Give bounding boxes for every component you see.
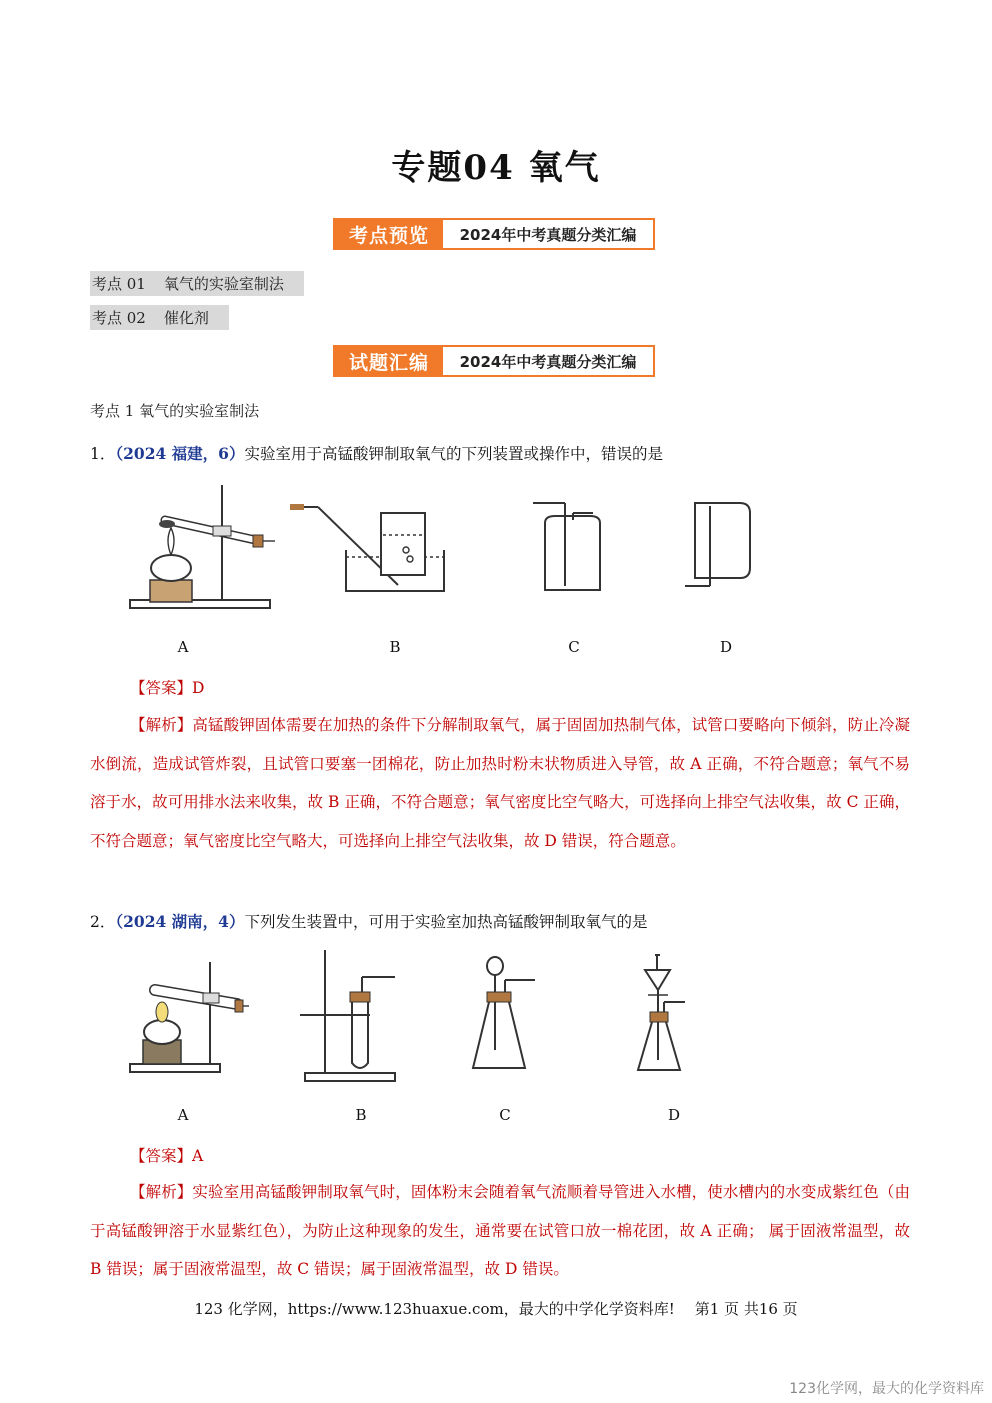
apparatus-downward-air-icon — [680, 498, 760, 598]
banner-preview-text: 2024年中考真题分类汇编 — [459, 225, 637, 244]
option-label: B — [389, 638, 401, 656]
apparatus-water-collection-icon — [288, 495, 448, 600]
explanation: 【解析】高锰酸钾固体需要在加热的条件下分解制取氧气，属于固固加热制气体，试管口要略向下倾斜，防止冷凝水倒流，造成试管炸裂，且试管口要塞一团棉花，防止加热时粉末状物质进入导管，故 A 正确，不符合题意；氧气不易溶于水，故可用排水法来收集，故 B 正确，不符合题意；氧气密度比空气略大，可选择向上排空气法收集，故 C 正确，不符合题意；氧气密度比空气略大，可选择向上排空气法收集，故 D 错误，符合题意。 — [90, 716, 910, 850]
question-source: （2024 福建，6） — [115, 444, 245, 463]
apparatus-upward-air-icon — [525, 498, 605, 598]
question-text: 下列发生装置中，可用于实验室加热高锰酸钾制取氧气的是 — [244, 913, 648, 931]
question-2-stem — [90, 910, 647, 932]
apparatus-b-test-tube-icon — [300, 945, 410, 1085]
kaodian-item[interactable] — [90, 305, 229, 330]
kaodian-name: 氧气的实验室制法 — [163, 275, 284, 293]
apparatus-c-flask-funnel-icon — [465, 950, 545, 1075]
banner-preview — [333, 218, 655, 250]
option-label: D — [719, 638, 733, 656]
apparatus-heating-tube-icon — [125, 480, 285, 615]
option-label: A — [177, 1106, 189, 1124]
banner-questions — [333, 345, 655, 377]
kaodian-num: 考点 01 — [92, 275, 146, 293]
banner-preview-tag: 考点预览 — [335, 220, 443, 248]
question-source: （2024 湖南，4） — [115, 912, 245, 931]
option-label: D — [667, 1106, 681, 1124]
question-1-stem — [90, 442, 663, 464]
option-label: C — [568, 638, 580, 656]
option-label: C — [499, 1106, 511, 1124]
section-heading: 考点 1 氧气的实验室制法 — [90, 402, 260, 420]
apparatus-d-separatory-funnel-icon — [630, 950, 710, 1080]
explanation: 【解析】实验室用高锰酸钾制取氧气时，固体粉末会随着氧气流顺着导管进入水槽，使水槽内的水变成紫红色（由于高锰酸钾溶于水显紫红色），为防止这种现象的发生，通常要在试管口放一棉花团，故 A 正确； 属于固液常温型，故 B 错误；属于固液常温型，故 C 错误；属于固液常温型，故 D 错误。 — [90, 1183, 910, 1278]
answer: 【答案】A — [130, 1147, 204, 1165]
apparatus-a-heating-icon — [125, 960, 255, 1075]
kaodian-name: 催化剂 — [163, 309, 209, 327]
question-number: 2． — [90, 913, 116, 931]
page-title: 专题04 氧气 — [391, 148, 601, 188]
banner-questions-tag: 试题汇编 — [335, 347, 443, 375]
option-label: A — [177, 638, 189, 656]
question-text: 实验室用于高锰酸钾制取氧气的下列装置或操作中，错误的是 — [244, 445, 663, 463]
watermark: 123化学网，最大的化学资料库 — [789, 1381, 984, 1397]
page-number: 第1 页 共16 页 — [694, 1300, 798, 1318]
question-number: 1． — [90, 445, 116, 463]
kaodian-num: 考点 02 — [92, 309, 146, 327]
option-label: B — [355, 1106, 367, 1124]
footer-text: 123 化学网，https://www.123huaxue.com，最大的中学化学资料库! — [194, 1300, 675, 1318]
answer: 【答案】D — [130, 679, 205, 697]
page-footer — [0, 1298, 992, 1319]
banner-questions-text: 2024年中考真题分类汇编 — [459, 352, 637, 371]
kaodian-item[interactable] — [90, 271, 304, 296]
